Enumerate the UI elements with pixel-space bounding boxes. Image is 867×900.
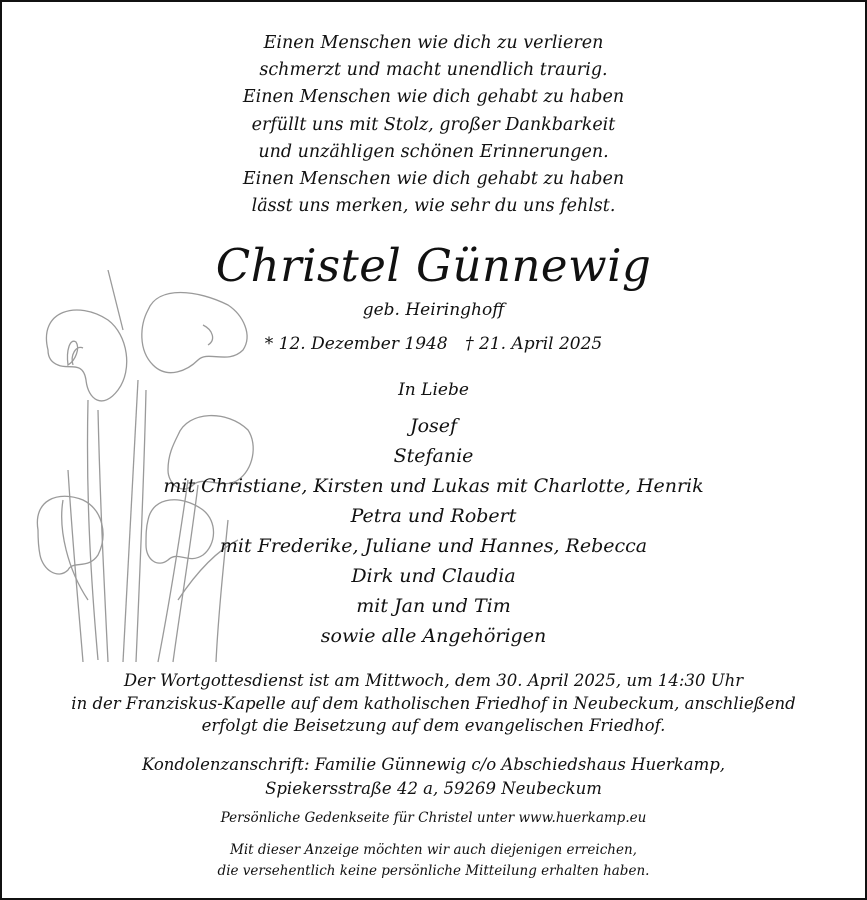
memorial-page-note: Persönliche Gedenkseite für Christel unter www.huerkamp.eu: [220, 810, 647, 826]
birth-date: * 12. Dezember 1948: [264, 334, 448, 354]
family-line: Stefanie: [393, 445, 474, 467]
service-line: erfolgt die Beisetzung auf dem evangelischen Friedhof.: [201, 716, 666, 735]
family-line: mit Christiane, Kirsten und Lukas mit Charlotte, Henrik: [163, 475, 704, 497]
condolence-line: Spiekersstraße 42 a, 59269 Neubeckum: [265, 779, 602, 798]
notice-text: [0, 840, 867, 882]
poem: [0, 30, 867, 220]
poem-line: Einen Menschen wie dich gehabt zu haben: [242, 169, 625, 190]
service-line: in der Franziskus-Kapelle auf dem katholischen Friedhof in Neubeckum, anschließend: [71, 693, 796, 713]
poem-line: erfüllt uns mit Stolz, großer Dankbarkeit: [251, 114, 616, 135]
poem-line: Einen Menschen wie dich gehabt zu haben: [242, 87, 625, 108]
condolence-address: [0, 753, 867, 801]
death-date: † 21. April 2025: [465, 334, 603, 354]
deceased-name: Christel Günnewig: [215, 239, 652, 292]
poem-line: Einen Menschen wie dich zu verlieren: [263, 33, 604, 53]
family-line: Josef: [409, 415, 458, 437]
family-list: [0, 411, 867, 651]
poem-line: schmerzt und macht unendlich traurig.: [259, 60, 608, 81]
poem-line: lässt uns merken, wie sehr du uns fehlst.: [251, 196, 616, 217]
in-love-heading: In Liebe: [398, 380, 469, 400]
maiden-name: geb. Heiringhoff: [362, 300, 505, 320]
family-line: mit Jan und Tim: [356, 595, 511, 617]
family-line: sowie alle Angehörigen: [320, 625, 547, 647]
family-line: Dirk und Claudia: [351, 565, 516, 587]
condolence-line: Kondolenzanschrift: Familie Günnewig c/o Abschiedshaus Huerkamp,: [141, 755, 726, 774]
notice-line: Mit dieser Anzeige möchten wir auch diejenigen erreichen,: [230, 842, 637, 858]
service-info: [0, 670, 867, 738]
life-dates: [0, 334, 867, 354]
family-line: mit Frederike, Juliane und Hannes, Rebecca: [219, 535, 648, 557]
family-line: Petra und Robert: [350, 505, 517, 527]
service-line: Der Wortgottesdienst ist am Mittwoch, dem 30. April 2025, um 14:30 Uhr: [123, 671, 744, 690]
poem-line: und unzähligen schönen Erinnerungen.: [258, 141, 609, 162]
notice-line: die versehentlich keine persönliche Mitteilung erhalten haben.: [217, 863, 650, 879]
